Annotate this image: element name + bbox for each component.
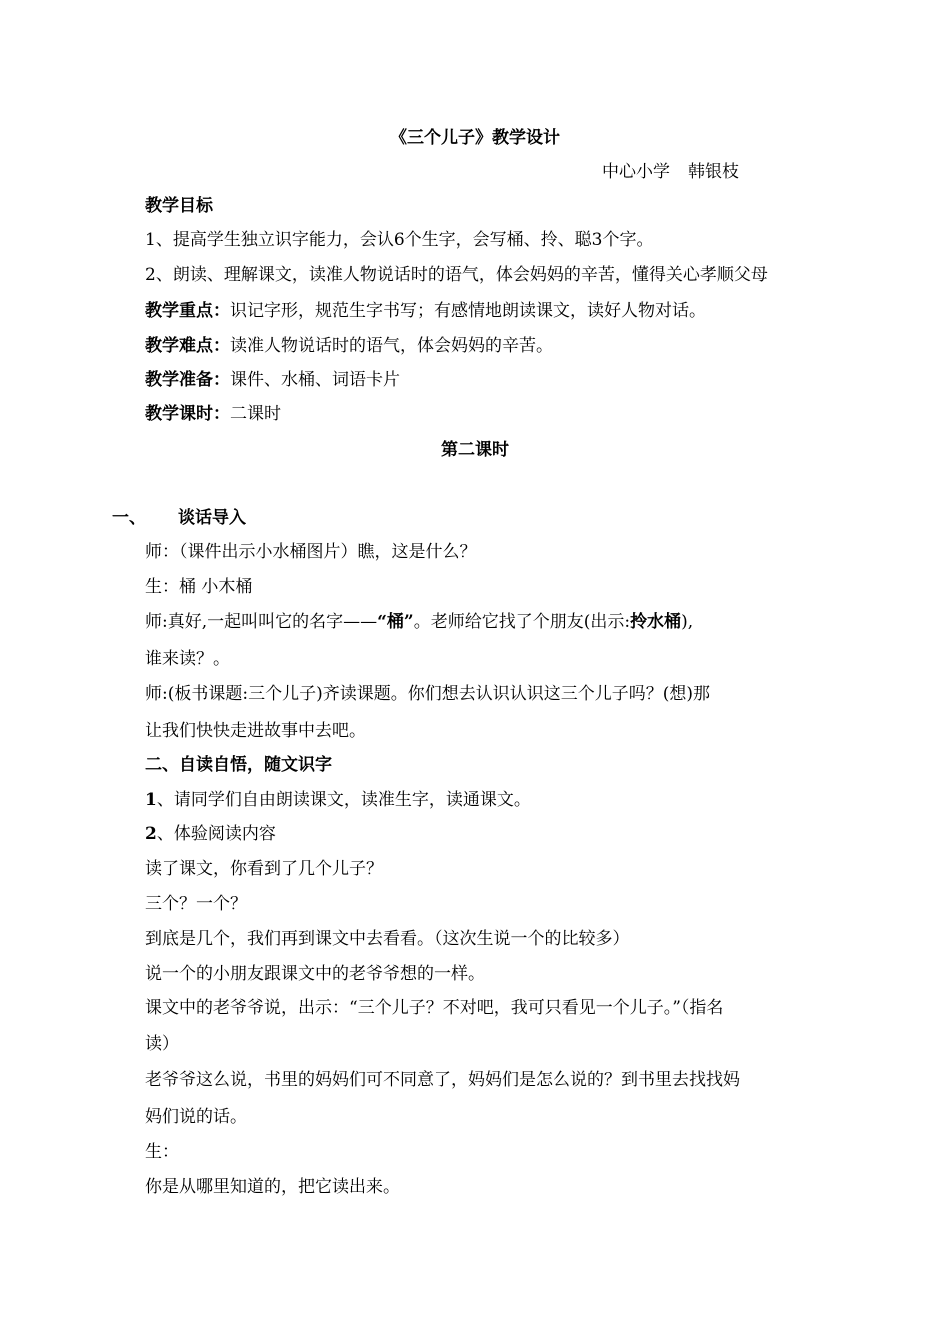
paragraph: 说一个的小朋友跟课文中的老爷爷想的一样。 bbox=[145, 964, 485, 984]
goal-1: 1、提高学生独立识字能力，会认6个生字，会写桶、拎、聪3个字。 bbox=[145, 230, 654, 250]
paragraph: 师：（课件出示小水桶图片）瞧，这是什么？ bbox=[145, 542, 477, 562]
school-name: 中心小学 bbox=[602, 162, 670, 182]
key-text: 识记字形，规范生字书写；有感情地朗读课文，读好人物对话。 bbox=[230, 301, 706, 321]
text-run: ), bbox=[681, 612, 694, 632]
lesson-hours bbox=[145, 403, 281, 425]
paragraph: 课文中的老爷爷说，出示：“三个儿子？不对吧，我可只看见一个儿子。”（指名 bbox=[145, 998, 724, 1018]
paragraph: 妈们说的话。 bbox=[145, 1107, 247, 1127]
text-run: 。老师给它找了个朋友(出示: bbox=[413, 612, 631, 632]
prep-label: 教学准备： bbox=[145, 370, 230, 390]
lesson-heading: 第二课时 bbox=[441, 440, 509, 460]
paragraph: 读） bbox=[145, 1034, 179, 1054]
paragraph: 师:(板书课题:三个儿子)齐读课题。你们想去认识认识这三个儿子吗？(想)那 bbox=[145, 684, 710, 704]
hours-text: 二课时 bbox=[230, 404, 281, 424]
text-run-bold: “桶” bbox=[377, 612, 414, 632]
difficulty bbox=[145, 335, 553, 357]
author-line bbox=[602, 161, 739, 183]
paragraph: 让我们快快走进故事中去吧。 bbox=[145, 721, 366, 741]
paragraph: 生： bbox=[145, 1142, 179, 1162]
goal-2: 2、朗读、理解课文，读准人物说话时的语气，体会妈妈的辛苦，懂得关心孝顺父母 bbox=[145, 265, 768, 285]
item-number: 1 bbox=[145, 790, 157, 810]
section-1-number: 一、 bbox=[112, 508, 146, 528]
paragraph: 你是从哪里知道的，把它读出来。 bbox=[145, 1177, 400, 1197]
text-run-bold: 拎水桶 bbox=[630, 612, 682, 632]
text-run: 师:真好,一起叫叫它的名字—— bbox=[145, 612, 378, 632]
section-2-heading: 二、自读自悟，随文识字 bbox=[145, 755, 332, 775]
difficulty-text: 读准人物说话时的语气，体会妈妈的辛苦。 bbox=[230, 336, 553, 356]
paragraph: 生：桶 小木桶 bbox=[145, 577, 253, 597]
paragraph bbox=[145, 823, 276, 845]
text-run: 、体验阅读内容 bbox=[156, 824, 276, 844]
paragraph: 老爷爷这么说，书里的妈妈们可不同意了，妈妈们是怎么说的？到书里去找找妈 bbox=[145, 1070, 740, 1090]
paragraph: 谁来读？。 bbox=[145, 649, 230, 669]
paragraph bbox=[145, 789, 531, 811]
key-points bbox=[145, 300, 706, 322]
goals-heading: 教学目标 bbox=[145, 196, 213, 216]
paragraph bbox=[145, 611, 693, 633]
section-1-title: 谈话导入 bbox=[178, 508, 246, 528]
prep-text: 课件、水桶、词语卡片 bbox=[230, 370, 400, 390]
paragraph: 读了课文，你看到了几个儿子？ bbox=[145, 859, 383, 879]
paragraph: 三个？一个？ bbox=[145, 894, 247, 914]
hours-label: 教学课时： bbox=[145, 404, 230, 424]
item-number: 2 bbox=[145, 824, 157, 844]
preparation bbox=[145, 369, 400, 391]
key-label: 教学重点： bbox=[145, 301, 230, 321]
paragraph: 到底是几个，我们再到课文中去看看。（这次生说一个的比较多） bbox=[145, 929, 630, 949]
author-name: 韩银枝 bbox=[688, 162, 739, 182]
text-run: 、请同学们自由朗读课文，读准生字，读通课文。 bbox=[156, 790, 531, 810]
difficulty-label: 教学难点： bbox=[145, 336, 230, 356]
document-title: 《三个儿子》教学设计 bbox=[390, 128, 560, 148]
